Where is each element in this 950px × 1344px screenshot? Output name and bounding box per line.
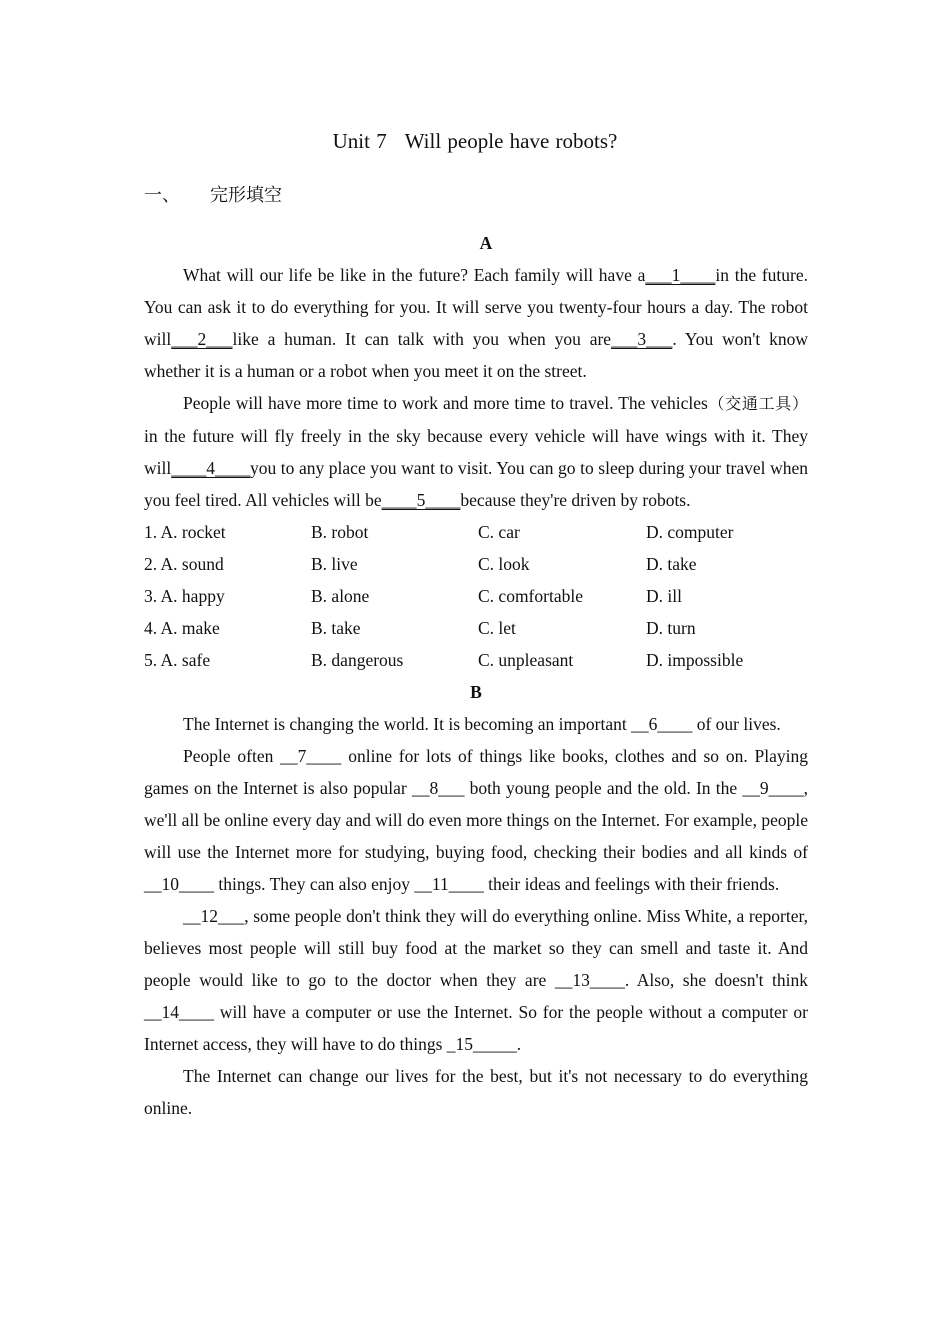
option-row-4 bbox=[144, 612, 808, 644]
option-1c: C. car bbox=[478, 522, 520, 542]
blank-2: ___2___ bbox=[171, 329, 233, 349]
option-2a: 2. A. sound bbox=[144, 554, 224, 574]
option-4c: C. let bbox=[478, 618, 516, 638]
passage-a-paragraph-2 bbox=[144, 387, 808, 516]
option-row-1 bbox=[144, 516, 808, 548]
option-4d: D. turn bbox=[646, 618, 696, 638]
option-3a: 3. A. happy bbox=[144, 586, 225, 606]
passage-b-paragraph-4: The Internet can change our lives for the best, but it's not necessary to do everything online. bbox=[144, 1066, 808, 1118]
blank-5: ____5____ bbox=[381, 490, 461, 510]
passage-b-paragraph-1: The Internet is changing the world. It is becoming an important __6____ of our lives. bbox=[183, 714, 781, 734]
text-run: you to any place you want to visit. You can go to sleep during your travel when you feel tired. All vehicles will be bbox=[144, 458, 808, 510]
exercise-content bbox=[144, 227, 808, 1124]
option-5b: B. dangerous bbox=[311, 650, 404, 670]
option-1b: B. robot bbox=[311, 522, 369, 542]
blank-4: ____4____ bbox=[171, 458, 250, 478]
chinese-gloss: （交通工具） bbox=[707, 394, 808, 413]
passage-a-paragraph-1 bbox=[144, 259, 808, 387]
text-run: . You won't know whether it is a human or a robot when you meet it on the street. bbox=[144, 329, 809, 381]
text-run: in the future will fly freely in the sky because every vehicle will have wings with it. They will bbox=[144, 426, 808, 478]
blank-3: ___3___ bbox=[611, 329, 673, 349]
page-title bbox=[0, 126, 950, 156]
passage-a-label: A bbox=[479, 233, 493, 253]
text-run: What will our life be like in the future? Each family will have a bbox=[183, 265, 646, 285]
option-1a: 1. A. rocket bbox=[144, 522, 226, 542]
passage-b-label: B bbox=[470, 682, 482, 702]
option-4a: 4. A. make bbox=[144, 618, 220, 638]
passage-b-paragraph-3: __12___, some people don't think they will do everything online. Miss White, a reporter, believes most people will still buy food at the market so they can smell and taste it. And people would like to go to the doctor when they are __13____. Also, she doesn't think __14____ will have a computer or use the Internet. So for the people without a computer or Internet access, they will have to do things _15_____. bbox=[144, 906, 808, 1054]
option-row-2 bbox=[144, 548, 808, 580]
text-run: because they're driven by robots. bbox=[460, 490, 691, 510]
answer-options bbox=[144, 516, 808, 676]
option-row-3 bbox=[144, 580, 808, 612]
option-3c: C. comfortable bbox=[478, 586, 583, 606]
section-heading bbox=[144, 182, 282, 210]
option-5c: C. unpleasant bbox=[478, 650, 574, 670]
option-5d: D. impossible bbox=[646, 650, 744, 670]
option-1d: D. computer bbox=[646, 522, 734, 542]
option-2b: B. live bbox=[311, 554, 358, 574]
unit-number: Unit 7 bbox=[332, 129, 387, 153]
text-run: in the future. You can ask it to do everything for you. It will serve you twenty-four hours a day. The robot will bbox=[144, 265, 808, 349]
blank-1: ___1____ bbox=[645, 265, 716, 285]
option-3d: D. ill bbox=[646, 586, 682, 606]
text-run: People will have more time to work and more time to travel. The vehicles bbox=[183, 393, 708, 413]
option-2c: C. look bbox=[478, 554, 530, 574]
text-run: like a human. It can talk with you when you are bbox=[232, 329, 612, 349]
option-5a: 5. A. safe bbox=[144, 650, 211, 670]
section-number: 一、 bbox=[144, 185, 180, 206]
option-2d: D. take bbox=[646, 554, 697, 574]
option-4b: B. take bbox=[311, 618, 361, 638]
unit-name: Will people have robots? bbox=[404, 129, 618, 153]
option-3b: B. alone bbox=[311, 586, 370, 606]
section-label: 完形填空 bbox=[210, 185, 282, 206]
option-row-5 bbox=[144, 644, 808, 676]
passage-b-paragraph-2: People often __7____ online for lots of things like books, clothes and so on. Playing games on the Internet is also popular __8___ both young people and the old. In the __9____, we'll all be online every day and will do even more things on the Internet. For example, people will use the Internet more for studying, buying food, checking their bodies and all kinds of __10____ things. They can also enjoy __11____ their ideas and feelings with their friends. bbox=[144, 746, 808, 894]
